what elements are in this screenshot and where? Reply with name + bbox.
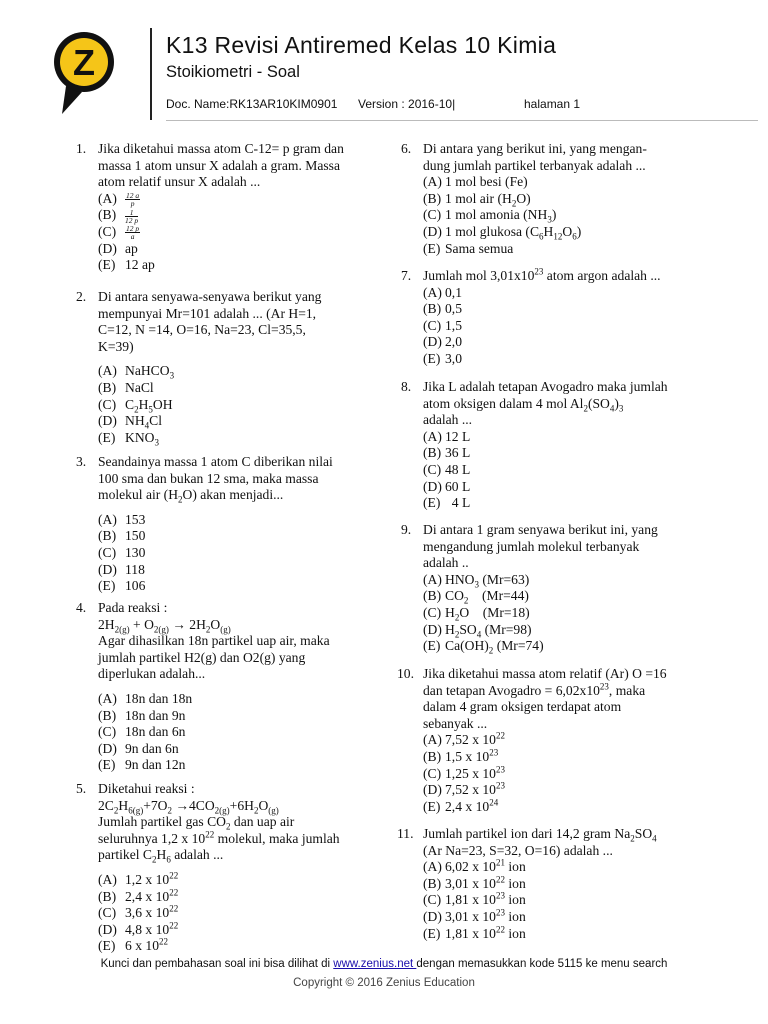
- question-number: 4.: [76, 600, 87, 615]
- question-stem-line: Di antara senyawa-senyawa berikut yang: [98, 289, 322, 304]
- page-title: K13 Revisi Antiremed Kelas 10 Kimia: [166, 32, 557, 58]
- question-stem-line: atom oksigen dalam 4 mol $Al_2(SO_4)_3$: [423, 395, 624, 414]
- option-d: (D) 7,52 x $10^{23}$: [423, 780, 505, 798]
- option-c: (C) 130: [98, 544, 146, 560]
- option-b: (B) 0,5: [423, 301, 462, 317]
- question-4: [76, 600, 330, 774]
- question-stem-line: dan tetapan Avogadro = $6,02x10^{23}$, maka: [423, 681, 646, 698]
- option-e: (E) 6 x $10^{22}$: [98, 936, 168, 954]
- question-number: 6.: [401, 141, 412, 156]
- option-b: (B) 150: [98, 528, 146, 544]
- option-c: (C) 18n dan 6n: [98, 724, 186, 740]
- question-stem-line: diperlukan adalah...: [98, 666, 206, 682]
- question-8: [401, 379, 668, 512]
- question-number: 1.: [76, 141, 87, 156]
- option-d: (D) 4,8 x $10^{22}$: [98, 920, 179, 937]
- footer-note: Kunci dan pembahasan soal ini bisa dilihat di www.zenius.net dengan memasukkan kode 5115 ke menu search: [100, 958, 668, 970]
- option-b: (B) 36 L: [423, 445, 471, 461]
- question-number: 7.: [401, 268, 412, 283]
- question-number: 5.: [76, 781, 87, 796]
- option-e: (E) $Ca(OH)_2$ (Mr=74): [423, 638, 544, 656]
- question-number: 9.: [401, 522, 412, 537]
- question-number: 2.: [76, 289, 87, 304]
- question-5: [76, 781, 340, 955]
- option-e: (E) 9n dan 12n: [98, 757, 186, 773]
- question-stem-line: mengandung jumlah molekul terbanyak: [423, 538, 640, 554]
- question-stem-line: atom relatif unsur X adalah ...: [98, 174, 261, 190]
- question-stem-line: Di antara 1 gram senyawa berikut ini, yang: [423, 522, 658, 537]
- question-2: [76, 289, 321, 446]
- doc-name: Doc. Name:RK13AR10KIM0901: [166, 97, 338, 111]
- option-d: (D) 2,0: [423, 334, 462, 350]
- question-stem-line: (Ar Na=23, S=32, O=16) adalah ...: [423, 842, 613, 858]
- question-stem-line: adalah ...: [423, 412, 473, 428]
- question-stem-line: dalam 4 gram oksigen terdapat atom: [423, 699, 622, 715]
- option-a: (A) NaHCO$_3$: [98, 363, 175, 382]
- option-c: (C) 1,5: [423, 317, 462, 333]
- question-stem-line: Di antara yang berikut ini, yang mengan-: [423, 141, 647, 156]
- option-a: (A) 0,1: [423, 284, 462, 300]
- option-a: (A) 1 mol besi (Fe): [423, 174, 528, 190]
- option-e: (E) 4 L: [423, 495, 471, 511]
- header-rule: [166, 120, 758, 121]
- logo-letter: Z: [73, 42, 95, 83]
- question-10: [397, 666, 667, 815]
- reaction-equation: $2H_{2(g)} + O_{2(g)} \to 2H_2O_{(g)}$: [98, 616, 231, 635]
- option-a: (A) 18n dan 18n: [98, 690, 193, 706]
- page-subtitle: Stoikiometri - Soal: [166, 63, 300, 81]
- question-stem-line: Jika L adalah tetapan Avogadro maka jumlah: [423, 379, 668, 394]
- question-stem-line: Jumlah partikel gas $CO_2$ dan uap air: [98, 814, 295, 832]
- question-number: 11.: [397, 826, 414, 841]
- option-d: (D) $NH_4Cl$: [98, 413, 162, 431]
- option-c: (C) 3,6 x $10^{22}$: [98, 903, 179, 921]
- question-number: 8.: [401, 379, 412, 394]
- option-e: (E) Sama semua: [423, 240, 514, 256]
- option-a: (A) 12 L: [423, 428, 471, 444]
- option-b: (B) 1,5 x $10^{23}$: [423, 747, 499, 764]
- question-stem-line: massa 1 atom unsur X adalah a gram. Massa: [98, 157, 340, 173]
- header-divider: [150, 28, 152, 120]
- option-c: (C) $C_2H_5OH$: [98, 396, 173, 415]
- question-stem-line: dung jumlah partikel terbanyak adalah ...: [423, 157, 646, 173]
- option-b: (B) 18n dan 9n: [98, 707, 186, 723]
- question-stem-line: jumlah partikel H2(g) dan O2(g) yang: [98, 649, 306, 665]
- question-stem-line: sebanyak ...: [423, 715, 488, 731]
- option-c: (C) $\frac{12 p}{a}$: [98, 223, 140, 242]
- question-stem-line: partikel $C_2H_6$ adalah ...: [98, 847, 224, 866]
- question-9: [401, 522, 658, 655]
- question-stem-line: Jika diketahui massa atom C-12= p gram dan: [98, 141, 344, 156]
- doc-version: Version : 2016-10|: [358, 97, 456, 111]
- question-stem-line: Seandainya massa 1 atom C diberikan nilai: [98, 454, 333, 469]
- question-stem-line: 100 sma dan bukan 12 sma, maka massa: [98, 470, 319, 486]
- question-number: 3.: [76, 454, 87, 469]
- option-c: (C) 1,25 x $10^{23}$: [423, 764, 505, 781]
- question-6: [401, 141, 647, 257]
- option-b: (B) $CO_2$ (Mr=44): [423, 588, 529, 607]
- doc-info: [166, 97, 581, 111]
- option-b: (B) NaCl: [98, 379, 154, 395]
- question-3: [76, 454, 333, 595]
- question-stem-line: seluruhnya 1,2 x $10^{22}$ molekul, maka jumlah: [98, 829, 340, 846]
- option-a: (A) $\frac{12 a}{p}$: [98, 190, 140, 209]
- option-e: (E) 3,0: [423, 350, 462, 366]
- option-e: (E) 2,4 x $10^{24}$: [423, 797, 499, 814]
- option-e: (E) 1,81 x $10^{22}$ ion: [423, 924, 526, 941]
- option-e: (E) 106: [98, 578, 146, 594]
- question-stem-line: molekul air $(H_2O)$ akan menjadi...: [98, 487, 284, 505]
- option-e: (E) $KNO_3$: [98, 429, 159, 448]
- question-stem-line: Jumlah partikel ion dari 14,2 gram $Na_2SO_4$: [423, 826, 657, 844]
- option-d: (D) 3,01 x $10^{23}$ ion: [423, 907, 526, 924]
- option-a: (A) 1,2 x $10^{22}$: [98, 870, 179, 887]
- option-c: (C) 1,81 x $10^{23}$ ion: [423, 890, 526, 908]
- option-d: (D) $H_2SO_4$ (Mr=98): [423, 621, 532, 640]
- option-a: (A) $HNO_3$ (Mr=63): [423, 571, 530, 590]
- option-b: (B) 1 mol air $(H_2O)$: [423, 190, 531, 209]
- option-d: (D) 60 L: [423, 478, 471, 494]
- option-a: (A) 153: [98, 511, 146, 527]
- option-b: (B) 3,01 x $10^{22}$ ion: [423, 874, 526, 891]
- option-c: (C) 48 L: [423, 461, 471, 477]
- option-d: (D) ap: [98, 240, 138, 256]
- zenius-link[interactable]: www.zenius.net: [333, 958, 417, 970]
- option-d: (D) 1 mol glukosa $(C_6H_{12}O_6)$: [423, 223, 582, 242]
- question-stem-line: Jika diketahui massa atom relatif (Ar) O =16: [423, 666, 667, 681]
- option-b: (B) $\frac{1}{12 p}$: [98, 207, 139, 225]
- option-b: (B) 2,4 x $10^{22}$: [98, 887, 179, 904]
- question-stem-line: mempunyai Mr=101 adalah ... (Ar H=1,: [98, 305, 317, 321]
- copyright: Copyright © 2016 Zenius Education: [293, 977, 475, 989]
- option-e: (E) 12 ap: [98, 257, 155, 273]
- option-a: (A) 6,02 x $10^{21}$ ion: [423, 857, 526, 875]
- question-1: [76, 141, 344, 274]
- question-stem-line: Jumlah mol $3,01x10^{23}$ atom argon adalah ...: [423, 266, 661, 283]
- question-number: 10.: [397, 666, 414, 681]
- zenius-logo: [52, 30, 116, 116]
- page-number: halaman 1: [524, 97, 581, 111]
- question-stem-line: adalah ..: [423, 555, 469, 571]
- question-stem-line: K=39): [98, 338, 134, 354]
- question-7: [401, 268, 661, 368]
- question-stem-line: Diketahui reaksi :: [98, 781, 195, 796]
- reaction-equation: $2C_2H_{6(g)}+7O_2 \to 4CO_{2(g)}+6H_2O_{(g)}$: [98, 797, 279, 816]
- option-c: (C) $H_2O$ (Mr=18): [423, 604, 530, 623]
- question-11: [397, 826, 657, 942]
- option-d: (D) 118: [98, 561, 145, 577]
- option-d: (D) 9n dan 6n: [98, 740, 179, 756]
- question-stem-line: C=12, N =14, O=16, Na=23, Cl=35,5,: [98, 322, 306, 338]
- option-c: (C) 1 mol amonia $(NH_3)$: [423, 207, 557, 226]
- question-stem-line: Pada reaksi :: [98, 600, 168, 615]
- option-a: (A) 7,52 x $10^{22}$: [423, 730, 505, 748]
- question-stem-line: Agar dihasilkan 18n partikel uap air, maka: [98, 633, 330, 649]
